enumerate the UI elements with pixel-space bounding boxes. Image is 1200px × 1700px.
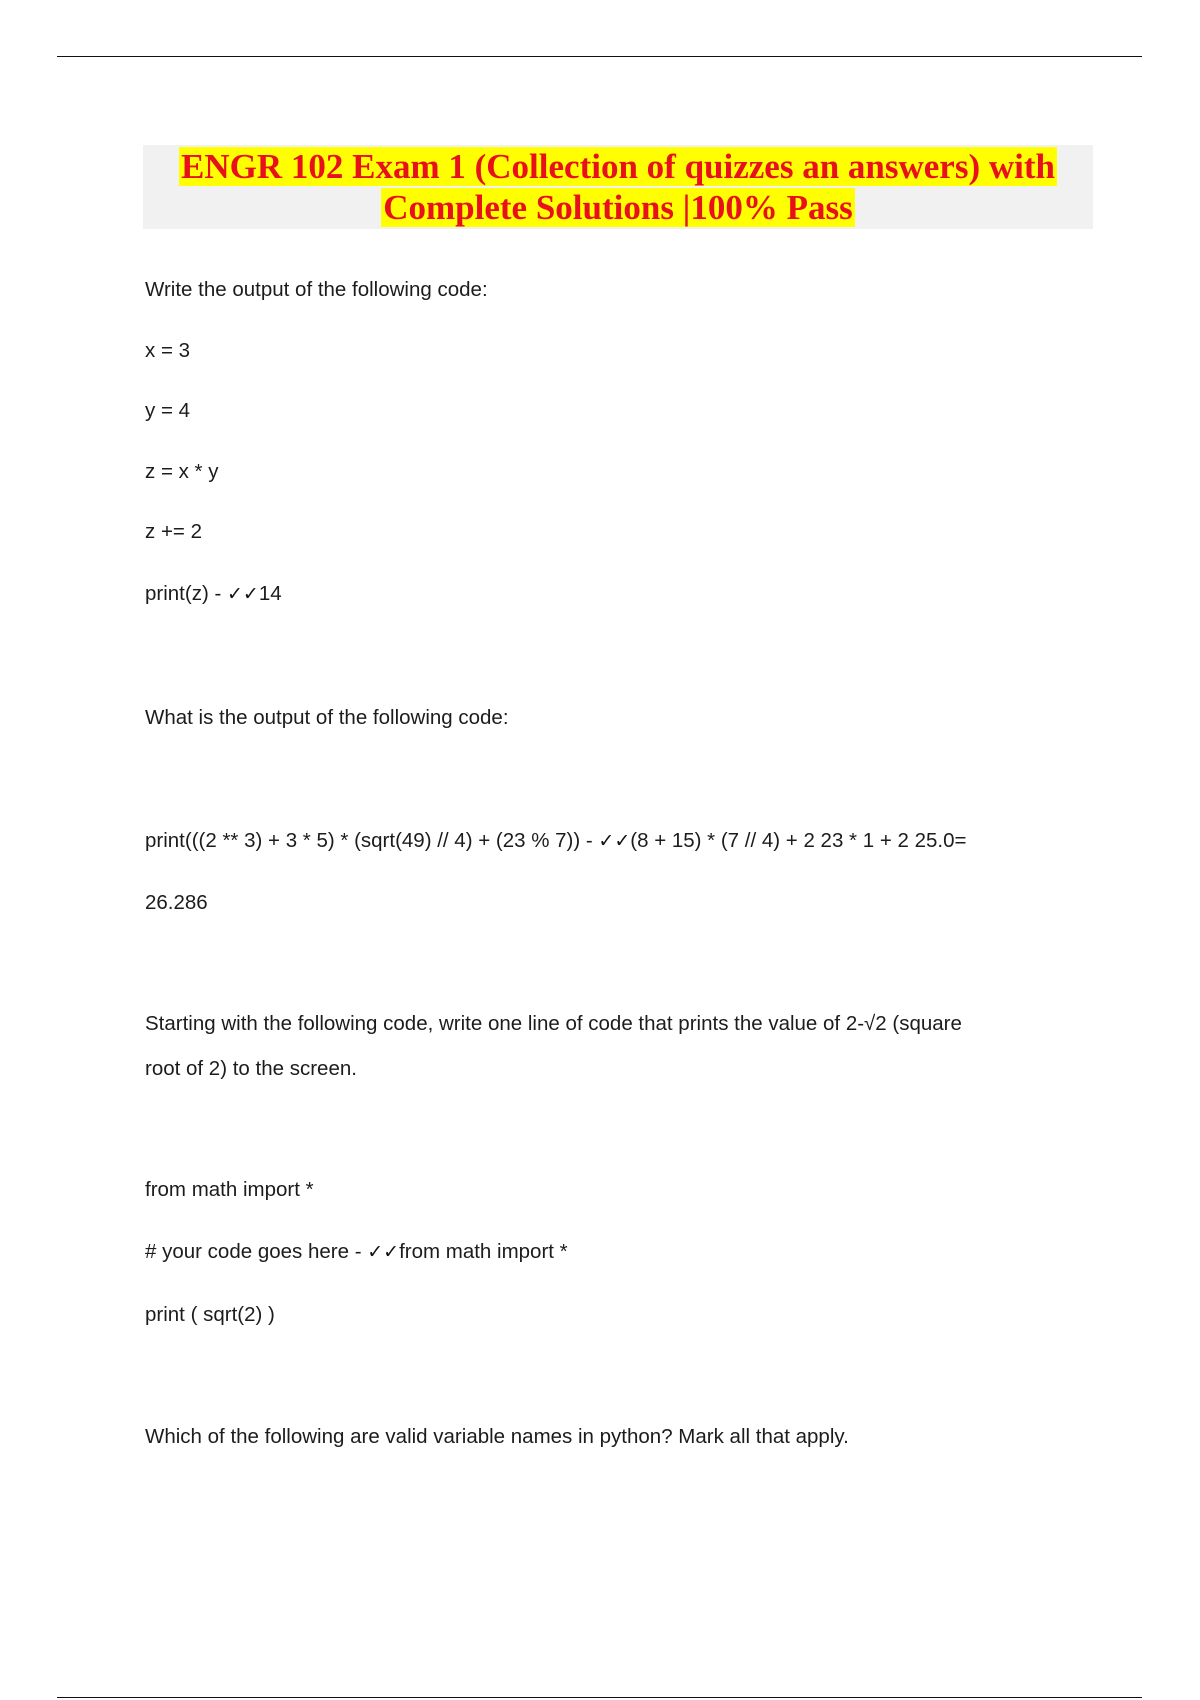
q2-answer-continued: 26.286 (145, 891, 208, 914)
document-title-line-1: ENGR 102 Exam 1 (Collection of quizzes an answers) with (181, 147, 1055, 186)
q1-code-line-1: x = 3 (145, 339, 191, 362)
q1-code-line-4: z += 2 (145, 520, 202, 543)
q1-answer-prefix: print(z) - (145, 582, 227, 605)
q2-prompt: What is the output of the following code: (145, 706, 509, 729)
document-title-box (143, 145, 1093, 229)
q3-answer: from math import * (399, 1240, 568, 1263)
document-title-line-2: Complete Solutions |100% Pass (383, 188, 853, 227)
q3-prompt-line-2: root of 2) to the screen. (145, 1057, 357, 1080)
q4-prompt: Which of the following are valid variable names in python? Mark all that apply. (145, 1425, 849, 1448)
q1-answer-line (145, 581, 282, 607)
q3-answer-continued: print ( sqrt(2) ) (145, 1303, 275, 1326)
checkmark-icon: ✓✓ (598, 830, 631, 852)
q3-answer-line (145, 1239, 568, 1265)
q2-answer-prefix: print(((2 ** 3) + 3 * 5) * (sqrt(49) // 4) + (23 % 7)) - (145, 829, 599, 852)
header-rule (57, 56, 1142, 57)
q1-prompt: Write the output of the following code: (145, 278, 488, 301)
checkmark-icon: ✓✓ (367, 1241, 400, 1263)
q1-answer: 14 (258, 582, 282, 605)
footer-rule (57, 1697, 1142, 1698)
q3-prompt-line-1: Starting with the following code, write one line of code that prints the value of 2-√2 (square (145, 1012, 962, 1035)
q2-answer-line (145, 828, 966, 854)
checkmark-icon: ✓✓ (227, 583, 259, 605)
q3-code-line-1: from math import * (145, 1178, 314, 1201)
q2-answer: (8 + 15) * (7 // 4) + 2 23 * 1 + 2 25.0= (630, 829, 967, 852)
q1-code-line-3: z = x * y (145, 460, 219, 483)
q1-code-line-2: y = 4 (145, 399, 191, 422)
q3-answer-prefix: # your code goes here - (145, 1240, 368, 1263)
